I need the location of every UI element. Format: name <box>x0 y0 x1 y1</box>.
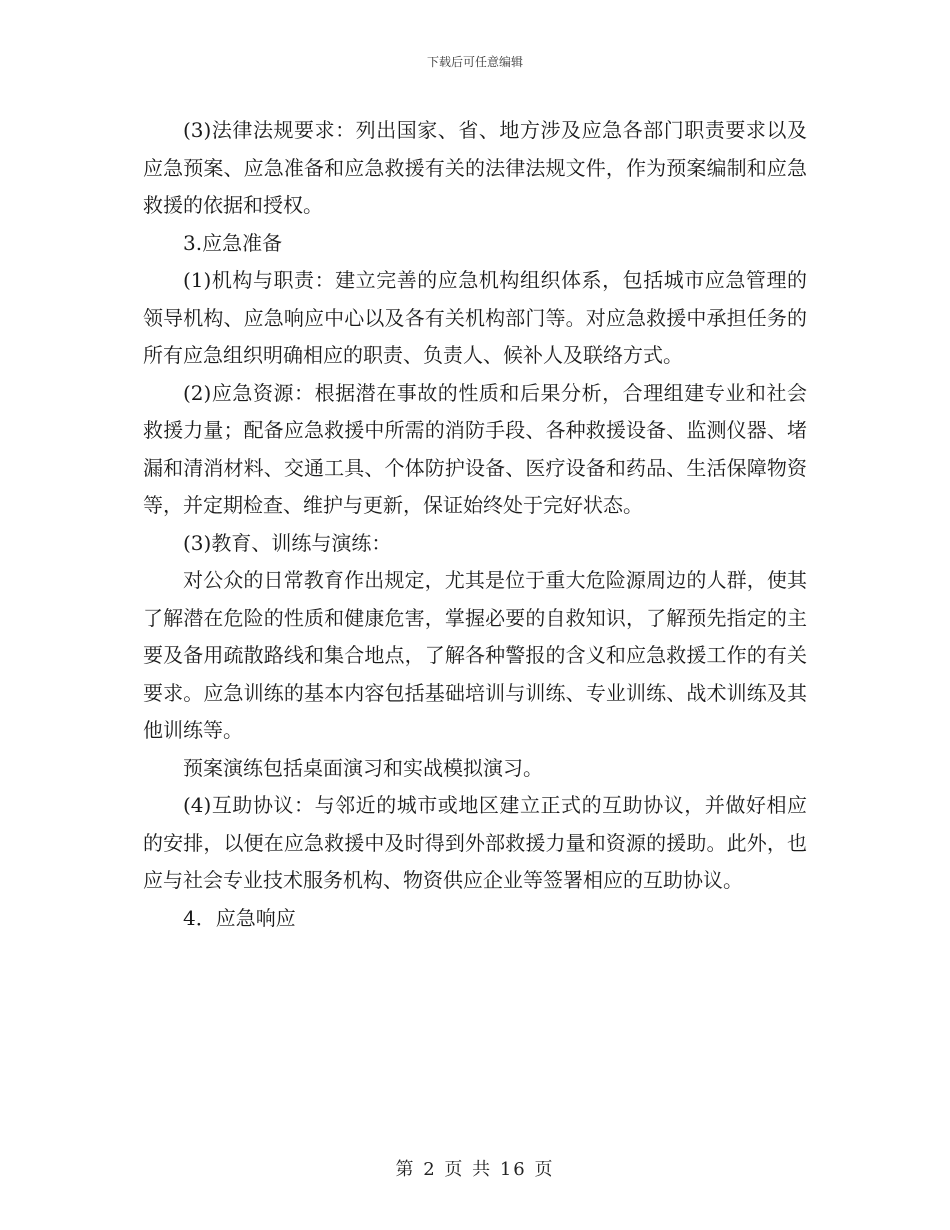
document-body <box>143 112 807 937</box>
paragraph-public-education: 对公众的日常教育作出规定，尤其是位于重大危险源周边的人群，使其了解潜在危险的性质和健康危害，掌握必要的自救知识，了解预先指定的主要及备用疏散路线和集合地点，了解各种警报的含义和应急救援工作的有关要求。应急训练的基本内容包括基础培训与训练、专业训练、战术训练及其他训练等。 <box>143 568 807 742</box>
section-heading-emergency-response: 4．应急响应 <box>183 905 296 930</box>
section-heading-emergency-preparation: 3.应急准备 <box>183 230 283 255</box>
paragraph-drills: 预案演练包括桌面演习和实战模拟演习。 <box>183 755 543 780</box>
paragraph-legal-requirements: (3)法律法规要求：列出国家、省、地方涉及应急各部门职责要求以及应急预案、应急准备和应急救援有关的法律法规文件，作为预案编制和应急救援的依据和授权。 <box>143 118 807 217</box>
paragraph-emergency-resources: (2)应急资源：根据潜在事故的性质和后果分析，合理组建专业和社会救援力量；配备应急救援中所需的消防手段、各种救援设备、监测仪器、堵漏和清消材料、交通工具、个体防护设备、医疗设备和药品、生活保障物资等，并定期检查、维护与更新，保证始终处于完好状态。 <box>143 380 807 517</box>
paragraph-organization-duties: (1)机构与职责：建立完善的应急机构组织体系，包括城市应急管理的领导机构、应急响应中心以及各有关机构部门等。对应急救援中承担任务的所有应急组织明确相应的职责、负责人、候补人及联络方式。 <box>143 268 807 367</box>
page-number-footer: 第 2 页 共 16 页 <box>395 1159 555 1180</box>
page-header-note: 下载后可任意编辑 <box>426 55 523 69</box>
paragraph-mutual-aid: (4)互助协议：与邻近的城市或地区建立正式的互助协议，并做好相应的安排，以便在应急救援中及时得到外部救援力量和资源的援助。此外，也应与社会专业技术服务机构、物资供应企业等签署相应的互助协议。 <box>143 793 807 892</box>
paragraph-education-training-heading: (3)教育、训练与演练： <box>183 530 392 555</box>
